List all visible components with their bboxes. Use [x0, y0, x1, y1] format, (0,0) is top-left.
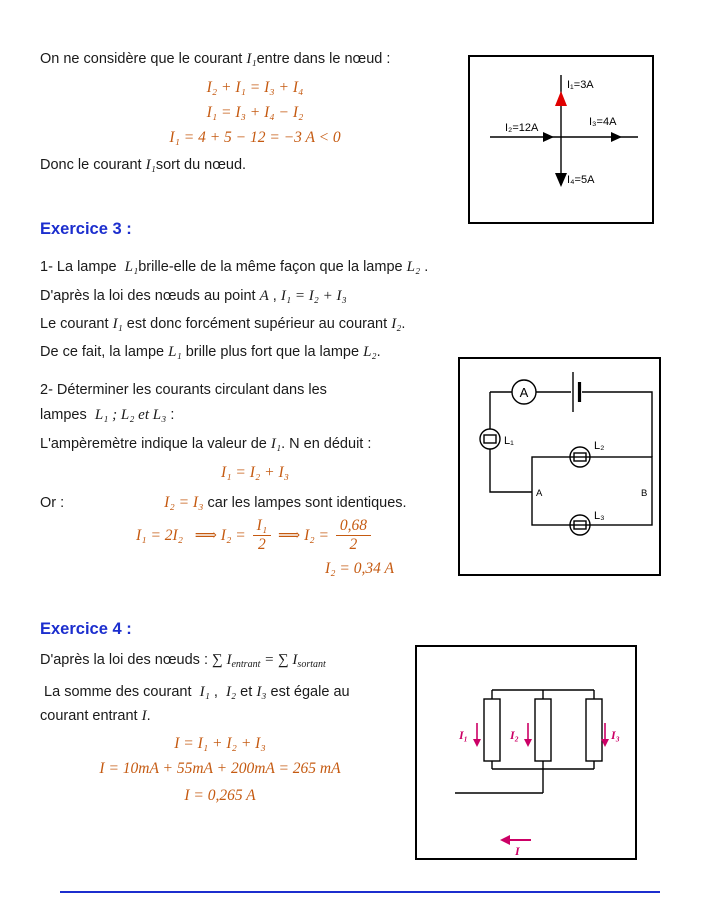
- text-segment: brille plus fort que la lampe: [181, 344, 364, 360]
- current-i-label: I: [515, 844, 520, 858]
- equation-text: I₁ = 4 + 5 − 12 = −3 A < 0: [169, 129, 341, 146]
- current-i2-label: I₂: [510, 728, 519, 742]
- equation-text: I₁ = 2I₂ ⟹ I₂ =: [136, 527, 250, 544]
- node-diagram-svg: [470, 57, 652, 222]
- equation-text: I = 10mA + 55mA + 200mA = 265 mA: [99, 760, 341, 777]
- current-i3-label: I₃: [611, 728, 620, 742]
- ex3-question2-line1: [40, 381, 470, 400]
- current-i3-right-arrow: [611, 132, 622, 142]
- fraction-denominator: 2: [257, 536, 266, 554]
- math-segment: = ∑ I: [260, 652, 298, 668]
- parallel-resistors-diagram: [415, 645, 637, 860]
- current-i-arrowhead: [500, 835, 510, 845]
- math-segment: I₁: [112, 316, 123, 332]
- math-segment: I₂: [225, 684, 237, 700]
- exercise-4-heading: Exercice 4 :: [40, 620, 132, 638]
- math-segment: I₁: [145, 157, 156, 173]
- s1-equation-1: [40, 79, 470, 97]
- text-segment: 1- La lampe: [40, 259, 125, 275]
- text-segment: D'après la loi des nœuds au point: [40, 288, 260, 304]
- math-segment: ∑ I: [212, 652, 232, 668]
- math-segment: I₁: [199, 684, 210, 700]
- current-i2-label: I₂=12A: [505, 122, 539, 134]
- ex3-equation-1: [40, 464, 470, 482]
- ex4-node-law-line: [40, 651, 440, 674]
- subscript-sortant: sortant: [297, 659, 326, 670]
- text-segment: . N en déduit :: [281, 436, 372, 452]
- ex3-result-line: [325, 560, 394, 578]
- current-i1-label: I₁: [459, 728, 468, 742]
- text-segment: est égale au: [266, 684, 350, 700]
- circuit-wires: [490, 392, 652, 492]
- text-segment: On ne considère que le courant: [40, 51, 247, 67]
- current-i1-arrowhead: [473, 739, 481, 747]
- node-diagram: [468, 55, 654, 224]
- fraction: [336, 518, 371, 554]
- text-segment: courant entrant: [40, 708, 142, 724]
- text-segment: ,: [268, 288, 281, 304]
- lamp-l1-symbol: [480, 429, 500, 449]
- ex4-sum-line1: [40, 683, 410, 702]
- current-i4-down-arrow: [555, 173, 567, 187]
- ex4-equation-1: [40, 735, 400, 753]
- ex4-equation-2: [40, 760, 400, 778]
- lamp-l2-label: L₂: [594, 440, 605, 452]
- math-segment: L₁: [168, 344, 182, 360]
- resistor-1: [484, 699, 500, 761]
- ammeter-label: A: [519, 385, 529, 400]
- ex3-node-law-line: [40, 287, 470, 306]
- text-segment: :: [166, 407, 175, 423]
- equation-text: I₁ = I₃ + I₄ − I₂: [206, 104, 304, 121]
- lamp-l3-label: L₃: [594, 510, 605, 522]
- equation-text: I = I₁ + I₂ + I₃: [174, 735, 266, 752]
- text-segment: D'après la loi des nœuds :: [40, 652, 213, 668]
- text-segment: lampes: [40, 407, 95, 423]
- text-segment: brille-elle de la même façon que la lampe: [138, 259, 407, 275]
- equation-text: ⟹ I₂ =: [274, 527, 333, 544]
- equation-text: I₂ + I₁ = I₃ + I₄: [206, 79, 304, 96]
- text-segment: .: [401, 316, 406, 332]
- s1-intro-line: [40, 50, 470, 69]
- ex3-superior-line: [40, 315, 470, 334]
- math-segment: I₂: [391, 316, 402, 332]
- current-i3-label: I₃=4A: [589, 116, 617, 128]
- text-segment: car les lampes sont identiques.: [203, 495, 407, 511]
- ex4-equation-3: [40, 787, 400, 805]
- text-segment: entre dans le nœud :: [256, 51, 391, 67]
- s1-conclusion-line: [40, 156, 470, 175]
- lamp-circuit-svg: [460, 359, 659, 574]
- text-segment: .: [146, 708, 151, 724]
- resistor-3: [586, 699, 602, 761]
- text-segment: De ce fait, la lampe: [40, 344, 169, 360]
- node-b-label: B: [641, 488, 648, 499]
- footer-rule: [60, 891, 660, 893]
- text-segment: L'ampèremètre indique la valeur de: [40, 436, 271, 452]
- node-a-label: A: [536, 488, 543, 499]
- equation-text: I₂ = 0,34 A: [325, 560, 394, 577]
- text-segment: et: [236, 684, 257, 700]
- subscript-entrant: entrant: [231, 659, 261, 670]
- current-i4-label: I₄=5A: [567, 174, 595, 186]
- parallel-resistors-svg: [417, 647, 635, 858]
- s1-equation-3: [40, 129, 470, 147]
- text-segment: La somme des courant: [40, 684, 200, 700]
- ex3-brighter-line: [40, 343, 470, 362]
- current-i1-up-arrow: [555, 91, 567, 106]
- fraction-numerator: 0,68: [336, 518, 371, 536]
- ex3-fraction-equation: [40, 518, 470, 554]
- math-segment: L₁: [124, 259, 139, 275]
- s1-equation-2: [40, 104, 470, 122]
- lamp-l1-filament: [484, 435, 496, 443]
- text-segment: .: [376, 344, 381, 360]
- fraction: [253, 518, 272, 554]
- text-segment: 2- Déterminer les courants circulant dans les: [40, 382, 327, 398]
- lamp-l1-label: L₁: [504, 435, 514, 447]
- equation-text: I = 0,265 A: [184, 787, 256, 804]
- text-segment: sort du nœud.: [155, 157, 247, 173]
- math-segment: I₂ = I₃: [164, 494, 204, 511]
- math-segment: I₁: [270, 436, 282, 452]
- text-segment: .: [420, 259, 429, 275]
- ex4-sum-line2: [40, 707, 410, 726]
- math-segment: L₂: [406, 259, 421, 275]
- current-i2-arrowhead: [524, 739, 532, 747]
- math-segment: I: [141, 708, 147, 724]
- resistor-2: [535, 699, 551, 761]
- math-segment: I₁: [246, 51, 257, 67]
- math-segment: A: [259, 288, 269, 304]
- current-i1-label: I₁=3A: [567, 79, 594, 91]
- inner-loop: [532, 457, 652, 525]
- fraction-numerator: I₁: [253, 518, 272, 536]
- math-segment: I₃: [256, 684, 267, 700]
- equation-text: I₁ = I₂ + I₃: [220, 464, 290, 481]
- math-segment: L₂: [363, 344, 377, 360]
- text-segment: ,: [209, 684, 226, 700]
- text-segment: Or :: [40, 495, 65, 511]
- fraction-denominator: 2: [349, 536, 358, 554]
- ex3-ammeter-line: [40, 435, 470, 454]
- current-i2-right-arrow: [543, 132, 554, 142]
- ex3-question2-line2: [40, 406, 470, 425]
- ex3-question1-line: [40, 258, 470, 277]
- math-segment: L₁ ; L₂ et L₃: [94, 407, 167, 423]
- text-segment: Le courant: [40, 316, 113, 332]
- text-segment: Donc le courant: [40, 157, 146, 173]
- lamp-circuit-diagram: [458, 357, 661, 576]
- text-segment: est donc forcément supérieur au courant: [122, 316, 392, 332]
- exercise-3-heading: Exercice 3 :: [40, 220, 132, 238]
- math-segment: I₁ = I₂ + I₃: [280, 288, 347, 304]
- ex3-or-line: [40, 493, 470, 513]
